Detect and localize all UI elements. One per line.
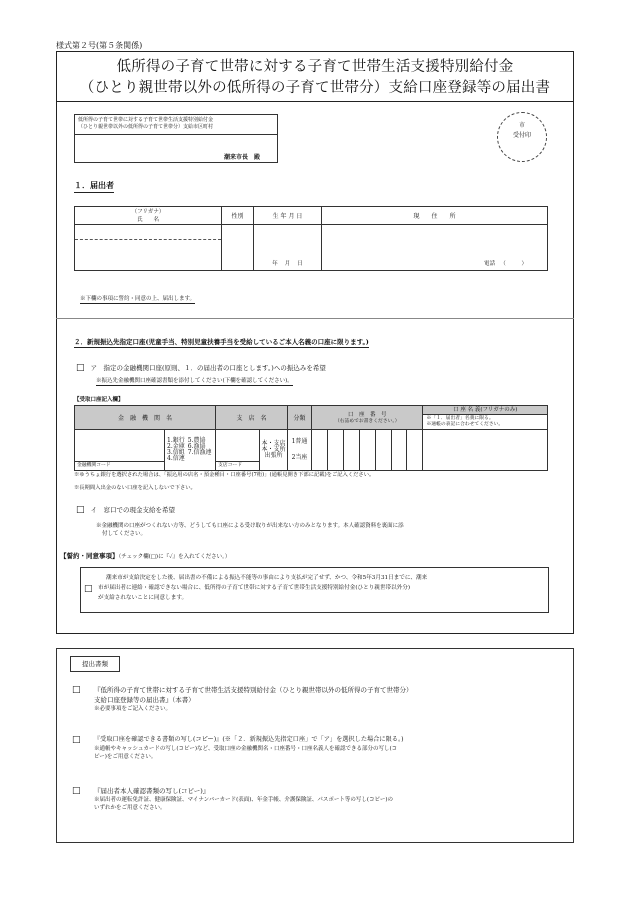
option-b-note-1: ※金融機関の口座がつくれない方等、どうしても口座による受け取りが出来ない方のみとなります。本人確認資料を裏面に添 (96, 523, 404, 529)
consent-heading-row (60, 551, 230, 561)
stamp-line-2: 受付印 (512, 132, 531, 139)
longterm-note: ※長期間入出金のない口座を記入しないで下さい。 (74, 485, 196, 491)
holder-note-2: ※通帳の表記に合わせてください。 (426, 422, 504, 427)
pledge-note: ※下欄の事項に誓約・同意の上、届出します。 (80, 296, 196, 302)
holder-note-1: ※「１．届出者」名義に限る。 (426, 416, 494, 421)
submission-item-1-note-1: ※必要事項をご記入ください。 (94, 706, 172, 712)
consent-heading: 【誓約・同意事項】 (60, 552, 119, 560)
bank-type-gyokyo[interactable]: 6.漁協 (187, 443, 206, 450)
account-digit-3[interactable] (343, 430, 359, 471)
section-2-heading: ２．新規振込先指定口座(児童手当、特別児童扶養手当を受給しているご本人名義の口座に限ります。) (74, 338, 369, 346)
gender-header: 性別 (222, 207, 254, 225)
phone-label: 電話 (483, 261, 495, 267)
holder-name-input[interactable] (423, 430, 548, 471)
option-b-checkbox[interactable]: □ (76, 505, 85, 515)
name-label: 氏 名 (136, 216, 159, 223)
title-line-2: （ひとり親世帯以外の低所得の子育て世帯分）支給口座登録等の届出書 (79, 80, 551, 96)
option-a-label: ア 指定の金融機関口座(原則、１．の届出者の口座とします。)への振込みを希望 (90, 364, 326, 372)
title-divider (56, 101, 574, 102)
submission-item-2-line-1: 『受取口座を確認できる書類の写し(コピー)』(※「２．新規振込先指定口座」で「ア」を選択した場合に限る。) (94, 736, 404, 743)
bank-type-nokyo[interactable]: 5.農協 (187, 437, 206, 444)
submission-item-2-checkbox[interactable]: □ (72, 735, 81, 745)
submission-item-1 (72, 685, 562, 713)
yucho-note: ※ゆうちょ銀行を選択された場合は、「振込用の店名・預金種目・口座番号(7桁)」(通帳見開き下部に記載)をご記入ください。 (74, 472, 375, 478)
bank-type-shinkumi[interactable]: 3.信組 (167, 449, 185, 456)
birthdate-input[interactable] (254, 225, 322, 271)
submission-item-1-line-1: 『低所得の子育て世帯に対する子育て世帯生活支援特別給付金（ひとり親世帯以外の低所得の子育て世帯分） (94, 686, 413, 694)
branch-type-list (260, 430, 288, 471)
address-input[interactable] (322, 225, 548, 271)
form-number: 様式第２号(第５条関係) (56, 41, 143, 50)
address-header: 現 住 所 (322, 207, 548, 225)
account-type-header: 分類 (288, 406, 312, 430)
submission-item-3-note-2: いずれかをご用意ください。 (94, 805, 166, 811)
option-b (76, 505, 175, 515)
option-b-note-2: 付してください。 (102, 531, 147, 537)
account-number-sub: （右詰めでお書きください。） (334, 418, 400, 424)
consent-checkbox[interactable]: □ (84, 584, 93, 594)
submission-item-2-note-2: ピー)をご用意ください。 (94, 754, 157, 760)
account-digit-4[interactable] (359, 430, 375, 471)
account-type-current[interactable]: 2当座 (291, 454, 308, 461)
bank-type-kinko[interactable]: 2.金庫 (167, 443, 185, 450)
gender-input[interactable] (222, 225, 254, 271)
year-label: 年 (272, 261, 278, 267)
recipient-header-line-1: 低所得の子育て世帯に対する子育て世帯生活支援特別給付金 (78, 117, 214, 123)
consent-line-1: 潮来市が支給決定をした後、届出書の不備による振込不能等の事由により支払が完了せず、かつ、令和5年3月31日までに、潮来 (106, 575, 428, 581)
account-number-header (312, 406, 423, 430)
account-digit-1[interactable] (312, 430, 328, 471)
consent-instruction: （チェック欄(□)に『✓』を入れてください。） (118, 554, 231, 560)
reception-stamp-label (497, 121, 547, 141)
branch-type-shutchojo[interactable]: 出張所 (264, 452, 283, 459)
submission-item-2 (72, 735, 562, 761)
bank-type-shingyoren[interactable]: 7.信漁連 (187, 449, 212, 456)
branch-type-honshisho[interactable]: 本・支所 (261, 446, 286, 453)
bank-name-input[interactable] (75, 430, 165, 471)
account-entry-label: 【受取口座記入欄】 (74, 397, 124, 403)
document-title (56, 57, 574, 99)
option-b-notes (96, 522, 556, 538)
phone-paren-close: ） (521, 261, 527, 267)
month-label: 月 (284, 261, 291, 267)
option-a (76, 363, 326, 373)
recipient-header-line-2: （ひとり親世帯以外の低所得の子育て世帯分）支給市区町村 (78, 124, 214, 130)
account-digit-7[interactable] (407, 430, 423, 471)
bank-name-header: 金 融 機 関 名 (75, 406, 216, 430)
holder-notes (423, 415, 547, 429)
option-b-label: イ 窓口での現金支給を希望 (90, 506, 176, 514)
submission-label: 提出書類 (70, 656, 120, 672)
submission-item-3-checkbox[interactable]: □ (72, 786, 81, 796)
name-input[interactable] (75, 225, 222, 271)
consent-line-3: が支給されないことに同意します。 (98, 595, 188, 601)
submission-item-1-checkbox[interactable]: □ (72, 685, 81, 695)
title-line-1: 低所得の子育て世帯に対する子育て世帯生活支援特別給付金 (116, 59, 514, 75)
option-a-checkbox[interactable]: □ (76, 363, 85, 373)
submission-item-1-line-2: 支給口座登録等の届出書』（本書） (94, 696, 195, 704)
option-a-note: ※振込先金融機関口座確認書類を添付してください(下欄を確認してください)。 (96, 378, 293, 384)
birthdate-header: 生 年 月 日 (254, 207, 322, 225)
bank-code-label: 金融機関コード (75, 461, 164, 470)
furigana-label: （フリガナ） (131, 208, 165, 215)
mayor-addressee: 潮来市長 殿 (224, 154, 261, 161)
submission-item-2-note-1: ※通帳やキャッシュカードの写し(コピー)など、受取口座の金融機関名・口座番号・口座名義人を確認できる部分の写し(コ (94, 746, 398, 752)
account-type-ordinary[interactable]: 1普通 (291, 438, 308, 445)
submission-item-3-note-1: ※届出者の運転免許証、健康保険証、マイナンバーカード(表面)、年金手帳、介護保険証、パスポート等の写し(コピー)の (94, 797, 393, 803)
submission-item-3-line-1: 『届出者本人確認書類の写し(コピー)』 (94, 787, 210, 795)
consent-line-2: 市が届出者に連絡・確認できない場合に、低所得の子育て世帯に対する子育て世帯生活支援特別給付金(ひとり親世帯以外分) (98, 585, 411, 591)
account-digit-2[interactable] (327, 430, 343, 471)
bank-type-bank[interactable]: 1.銀行 (167, 437, 185, 444)
branch-name-header: 支 店 名 (216, 406, 288, 430)
submission-item-3 (72, 786, 562, 812)
account-number-label: 口 座 番 号 (347, 411, 387, 418)
holder-header (423, 406, 548, 430)
consent-text (98, 573, 546, 603)
account-digit-6[interactable] (391, 430, 407, 471)
account-table (74, 405, 548, 471)
phone-paren-open: （ (500, 261, 506, 267)
holder-label: 口 座 名 義(フリガナのみ) (423, 406, 547, 415)
name-header-cell (75, 207, 222, 225)
account-type-options (288, 430, 312, 471)
bank-type-shinren[interactable]: 4.信連 (167, 455, 185, 462)
branch-type-honshiten[interactable]: 本・支店 (261, 440, 286, 447)
furigana-divider (75, 239, 221, 240)
account-digit-5[interactable] (375, 430, 391, 471)
section-1-heading: １．届出者 (74, 180, 114, 193)
branch-name-input[interactable] (216, 430, 260, 471)
section-divider (56, 318, 574, 319)
day-label: 日 (297, 261, 303, 267)
applicant-table (74, 206, 548, 271)
bank-type-list (165, 430, 216, 471)
recipient-header (74, 114, 278, 135)
branch-code-label: 支店コード (216, 461, 259, 470)
stamp-line-1: 市 (518, 122, 525, 129)
